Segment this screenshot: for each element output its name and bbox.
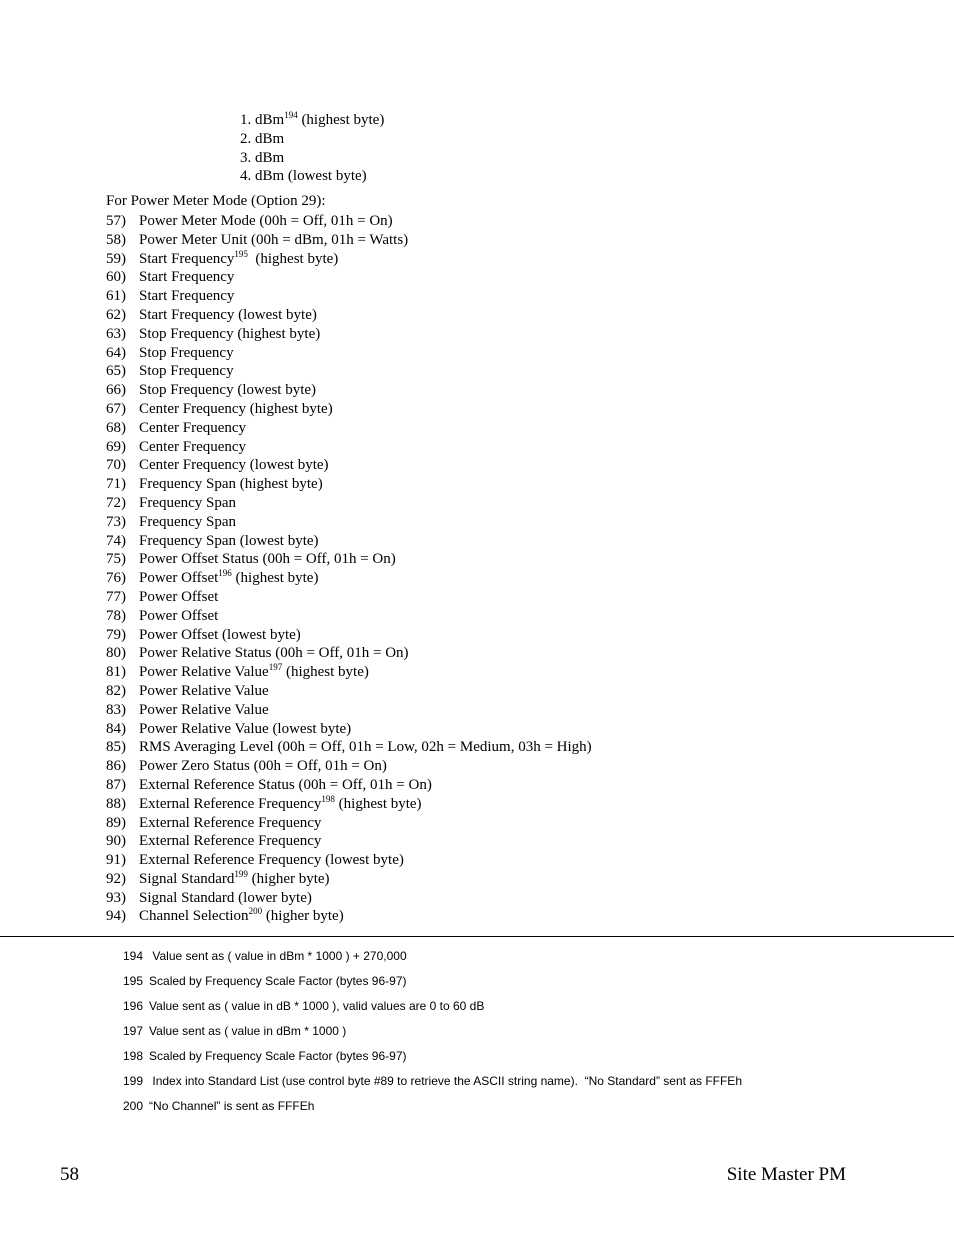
- list-item: [106, 456, 592, 475]
- item-text: Start Frequency: [139, 250, 235, 267]
- list-item: [106, 400, 592, 419]
- item-text: Power Relative Value: [139, 682, 269, 699]
- item-text: Power Meter Unit (00h = dBm, 01h = Watts): [139, 231, 409, 248]
- sublist-item: [240, 167, 384, 186]
- item-number: 90): [106, 833, 126, 850]
- item-number: 84): [106, 720, 126, 737]
- footnote: [123, 1099, 742, 1124]
- item-suffix: (higher byte): [247, 870, 330, 887]
- list-item: [106, 832, 592, 851]
- footnote-number: 200: [123, 1099, 144, 1113]
- item-number: 63): [106, 325, 126, 342]
- sublist-item: [240, 149, 384, 168]
- page-number: 58: [60, 1164, 79, 1185]
- item-text: Start Frequency: [139, 288, 235, 305]
- item-number: 94): [106, 908, 126, 925]
- list-item: [106, 419, 592, 438]
- item-number: 70): [106, 457, 126, 474]
- sublist-item: [240, 130, 384, 149]
- item-number: 61): [106, 288, 126, 305]
- list-item: [106, 550, 592, 569]
- item-number: 65): [106, 363, 126, 380]
- item-number: 73): [106, 513, 126, 530]
- list-item: [106, 795, 592, 814]
- footnotes: [123, 949, 742, 1124]
- list-item: [106, 682, 592, 701]
- footnote-separator: [0, 936, 954, 937]
- sublist-item-suffix: (highest byte): [297, 112, 385, 128]
- sublist-item: [240, 111, 384, 130]
- item-text: Center Frequency: [139, 419, 247, 436]
- list-item: [106, 306, 592, 325]
- item-suffix: (higher byte): [262, 908, 344, 925]
- item-text: Frequency Span: [139, 513, 237, 530]
- list-item: [106, 757, 592, 776]
- list-item: [106, 588, 592, 607]
- footnote-text: Value sent as ( value in dB * 1000 ), valid values are 0 to 60 dB: [149, 999, 485, 1013]
- item-number: 78): [106, 607, 126, 624]
- list-item: [106, 513, 592, 532]
- item-text: Stop Frequency: [139, 363, 234, 380]
- item-text: Power Offset (lowest byte): [139, 626, 301, 643]
- item-number: 71): [106, 476, 126, 493]
- item-number: 77): [106, 588, 126, 605]
- footnote-text: “No Channel” is sent as FFFEh: [149, 1099, 315, 1113]
- item-text: Power Offset Status (00h = Off, 01h = On): [139, 551, 396, 568]
- list-item: [106, 212, 592, 231]
- footnote-number: 198: [123, 1049, 144, 1063]
- item-number: 67): [106, 400, 126, 417]
- item-number: 66): [106, 382, 126, 399]
- list-item: [106, 494, 592, 513]
- item-text: External Reference Frequency: [139, 814, 322, 831]
- item-text: Power Zero Status (00h = Off, 01h = On): [139, 758, 387, 775]
- sublist-item-text: 1. dBm: [240, 112, 285, 128]
- item-text: External Reference Frequency: [139, 833, 322, 850]
- list-item: [106, 362, 592, 381]
- item-number: 89): [106, 814, 126, 831]
- item-number: 92): [106, 870, 126, 887]
- list-item: [106, 720, 592, 739]
- footnote: [123, 1074, 742, 1099]
- list-item: [106, 851, 592, 870]
- item-number: 74): [106, 532, 126, 549]
- item-text: External Reference Frequency: [139, 795, 322, 812]
- item-text: Power Relative Value: [139, 664, 269, 681]
- item-number: 81): [106, 664, 126, 681]
- item-number: 79): [106, 626, 126, 643]
- list-item: [106, 268, 592, 287]
- item-number: 80): [106, 645, 126, 662]
- list-item: [106, 325, 592, 344]
- item-number: 93): [106, 889, 126, 906]
- list-item: [106, 814, 592, 833]
- list-item: [106, 626, 592, 645]
- footnote-number: 199: [123, 1074, 144, 1088]
- item-number: 75): [106, 551, 126, 568]
- item-number: 87): [106, 776, 126, 793]
- item-suffix: (highest byte): [334, 795, 422, 812]
- item-text: Center Frequency: [139, 438, 247, 455]
- item-text: Power Relative Value (lowest byte): [139, 720, 352, 737]
- item-number: 58): [106, 231, 126, 248]
- item-number: 91): [106, 852, 126, 869]
- item-number: 76): [106, 570, 126, 587]
- footnote-ref: 197: [268, 662, 283, 673]
- footnote-number: 196: [123, 999, 144, 1013]
- item-text: Stop Frequency: [139, 344, 234, 361]
- sublist: [240, 111, 384, 186]
- list-item: [106, 250, 592, 269]
- list-item: [106, 907, 592, 926]
- footnote: [123, 1024, 742, 1049]
- footnote-ref: 200: [248, 906, 263, 917]
- list-item: [106, 532, 592, 551]
- item-text: Start Frequency: [139, 269, 235, 286]
- sublist-item-text: 2. dBm: [240, 130, 285, 147]
- item-text: Power Offset: [139, 607, 219, 624]
- item-suffix: (highest byte): [247, 250, 339, 267]
- footnote-ref: 198: [321, 793, 335, 804]
- item-text: Channel Selection: [139, 908, 249, 925]
- item-number: 68): [106, 419, 126, 436]
- item-text: Power Relative Value: [139, 701, 269, 718]
- footnote: [123, 949, 742, 974]
- item-text: Stop Frequency (lowest byte): [139, 382, 317, 399]
- item-number: 72): [106, 494, 126, 511]
- item-number: 86): [106, 758, 126, 775]
- item-text: RMS Averaging Level (00h = Off, 01h = Low, 02h = Medium, 03h = High): [139, 739, 592, 756]
- item-text: Power Meter Mode (00h = Off, 01h = On): [139, 213, 393, 229]
- list-item: [106, 738, 592, 757]
- footnote-ref: 195: [234, 248, 248, 259]
- sublist-item-text: 4. dBm (lowest byte): [240, 168, 367, 185]
- item-text: Center Frequency (lowest byte): [139, 457, 329, 474]
- section-intro: For Power Meter Mode (Option 29):: [106, 193, 326, 209]
- footnote-text: Value sent as ( value in dBm * 1000 ): [149, 1024, 347, 1038]
- item-suffix: (highest byte): [231, 570, 319, 587]
- item-text: Frequency Span (highest byte): [139, 476, 323, 493]
- footnote-ref: 194: [284, 110, 298, 120]
- footnote: [123, 999, 742, 1024]
- item-text: External Reference Status (00h = Off, 01h = On): [139, 776, 432, 793]
- list-item: [106, 776, 592, 795]
- item-number: 85): [106, 739, 126, 756]
- footnote: [123, 974, 742, 999]
- item-text: Power Offset: [139, 570, 219, 587]
- list-item: [106, 701, 592, 720]
- list-item: [106, 344, 592, 363]
- item-text: Power Offset: [139, 588, 219, 605]
- footnote-text: Scaled by Frequency Scale Factor (bytes 96-97): [149, 974, 407, 988]
- item-number: 60): [106, 269, 126, 286]
- item-number: 62): [106, 306, 126, 323]
- running-title: Site Master PM: [726, 1164, 846, 1185]
- item-text: Signal Standard (lower byte): [139, 889, 312, 906]
- item-number: 64): [106, 344, 126, 361]
- list-item: [106, 231, 592, 250]
- item-text: Signal Standard: [139, 870, 235, 887]
- footnote: [123, 1049, 742, 1074]
- item-number: 88): [106, 795, 126, 812]
- footnote-ref: 199: [234, 868, 248, 879]
- list-item: [106, 438, 592, 457]
- list-item: [106, 287, 592, 306]
- list-item: [106, 475, 592, 494]
- footnote-number: 197: [123, 1024, 144, 1038]
- list-item: [106, 663, 592, 682]
- list-item: [106, 381, 592, 400]
- item-text: External Reference Frequency (lowest byte): [139, 852, 404, 869]
- item-number: 57): [106, 213, 126, 229]
- control-byte-list: [106, 212, 592, 926]
- item-text: Frequency Span (lowest byte): [139, 532, 319, 549]
- item-text: Frequency Span: [139, 494, 237, 511]
- item-text: Center Frequency (highest byte): [139, 400, 333, 417]
- list-item: [106, 569, 592, 588]
- item-number: 59): [106, 250, 126, 267]
- item-text: Stop Frequency (highest byte): [139, 325, 321, 342]
- item-suffix: (highest byte): [282, 664, 369, 681]
- item-number: 82): [106, 682, 126, 699]
- item-text: Power Relative Status (00h = Off, 01h = On): [139, 645, 409, 662]
- footnote-text: Value sent as ( value in dBm * 1000 ) + 270,000: [149, 949, 407, 963]
- item-number: 69): [106, 438, 126, 455]
- list-item: [106, 607, 592, 626]
- sublist-item-text: 3. dBm: [240, 149, 285, 166]
- item-text: Start Frequency (lowest byte): [139, 306, 317, 323]
- list-item: [106, 644, 592, 663]
- footnote-ref: 196: [218, 568, 232, 579]
- footnote-text: Index into Standard List (use control byte #89 to retrieve the ASCII string name). “No Standard” sent as FFFEh: [149, 1074, 742, 1088]
- footnote-number: 195: [123, 974, 144, 988]
- list-item: [106, 889, 592, 908]
- footnote-text: Scaled by Frequency Scale Factor (bytes 96-97): [149, 1049, 407, 1063]
- list-item: [106, 870, 592, 889]
- footnote-number: 194: [123, 949, 144, 963]
- item-number: 83): [106, 701, 126, 718]
